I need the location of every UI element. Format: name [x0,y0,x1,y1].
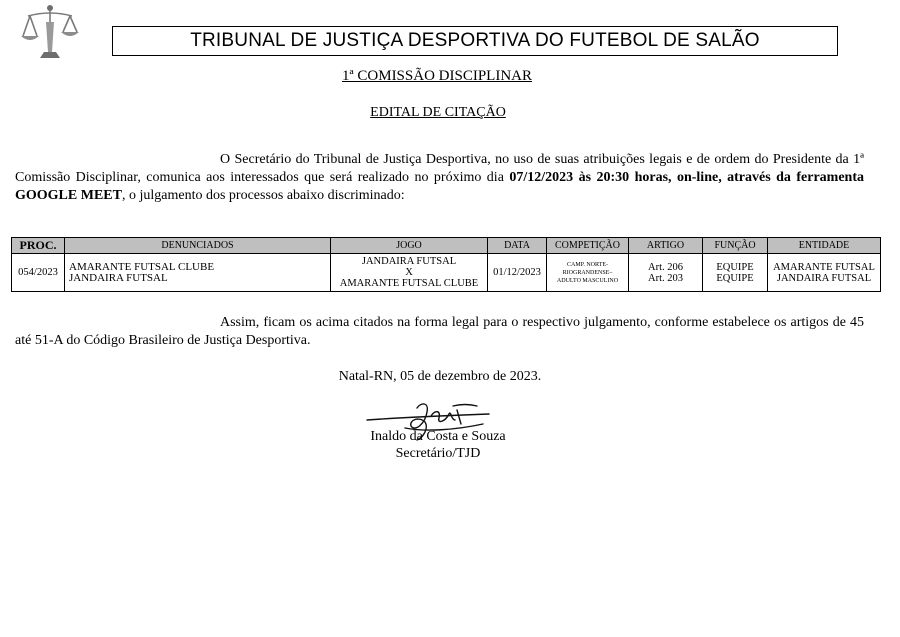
place-and-date: Natal-RN, 05 de dezembro de 2023. [338,369,542,384]
header-artigo: ARTIGO [629,238,703,254]
document-type-heading: EDITAL DE CITAÇÃO [370,105,506,120]
table-row [12,254,881,292]
cell-proc: 054/2023 [12,254,65,292]
funcao-2: EQUIPE [716,272,754,284]
denunciado-1: AMARANTE FUTSAL CLUBE [69,260,215,273]
header-denunciados: DENUNCIADOS [65,238,331,254]
tribunal-title-box [112,26,838,56]
jogo-versus: X [405,267,413,278]
page-title: TRIBUNAL DE JUSTIÇA DESPORTIVA DO FUTEBOL DE SALÃO [190,30,760,51]
header-data: DATA [488,238,547,254]
artigo-2: Art. 203 [648,272,683,284]
competicao-line-3: ADULTO MASCULINO [556,277,619,284]
header-jogo: JOGO [331,238,488,254]
funcao-1: EQUIPE [716,261,754,273]
intro-paragraph [15,151,864,205]
table-header-row [12,238,881,254]
header-funcao: FUNÇÃO [703,238,768,254]
signer-name: Inaldo da Costa e Souza [370,429,506,444]
cell-jogo [331,254,488,292]
process-table [11,237,881,292]
cell-denunciados [65,254,331,292]
denunciado-2: JANDAIRA FUTSAL [69,271,168,284]
jogo-home-team: JANDAIRA FUTSAL [361,256,457,267]
intro-bold-text: 07/12/2023 às 20:30 horas, on-line, através da ferramenta GOOGLE MEET [15,170,864,203]
intro-text-after: , o julgamento dos processos abaixo discriminado: [121,188,405,203]
entidade-1: AMARANTE FUTSAL [773,261,875,273]
cell-competicao [547,254,629,292]
competicao-line-2: RIOGRANDENSE– [562,269,613,276]
closing-text: Assim, ficam os acima citados na forma legal para o respectivo julgamento, conforme estabelece os artigos de 45 até 51-A do Código Brasileiro de Justiça Desportiva. [15,315,864,348]
jogo-away-team: AMARANTE FUTSAL CLUBE [339,278,479,289]
intro-text-before: O Secretário do Tribunal de Justiça Desportiva, no uso de suas atribuições legais e de ordem do Presidente da 1ª Comissão Disciplinar, comunica aos interessados que será realizado no próximo dia [15,152,864,185]
cell-entidade [768,254,881,292]
header-entidade: ENTIDADE [768,238,881,254]
header-competicao: COMPETIÇÃO [547,238,629,254]
header-proc: PROC. [12,238,65,254]
cell-artigo [629,254,703,292]
commission-subtitle: 1ª COMISSÃO DISCIPLINAR [342,68,532,84]
closing-paragraph [15,314,864,350]
artigo-1: Art. 206 [648,261,683,273]
competicao-line-1: CAMP. NORTE- [567,261,608,268]
signer-role: Secretário/TJD [395,446,481,461]
signer-block [0,428,876,462]
entidade-2: JANDAIRA FUTSAL [776,272,872,284]
cell-funcao [703,254,768,292]
cell-data: 01/12/2023 [488,254,547,292]
scales-of-justice-icon [18,2,82,62]
